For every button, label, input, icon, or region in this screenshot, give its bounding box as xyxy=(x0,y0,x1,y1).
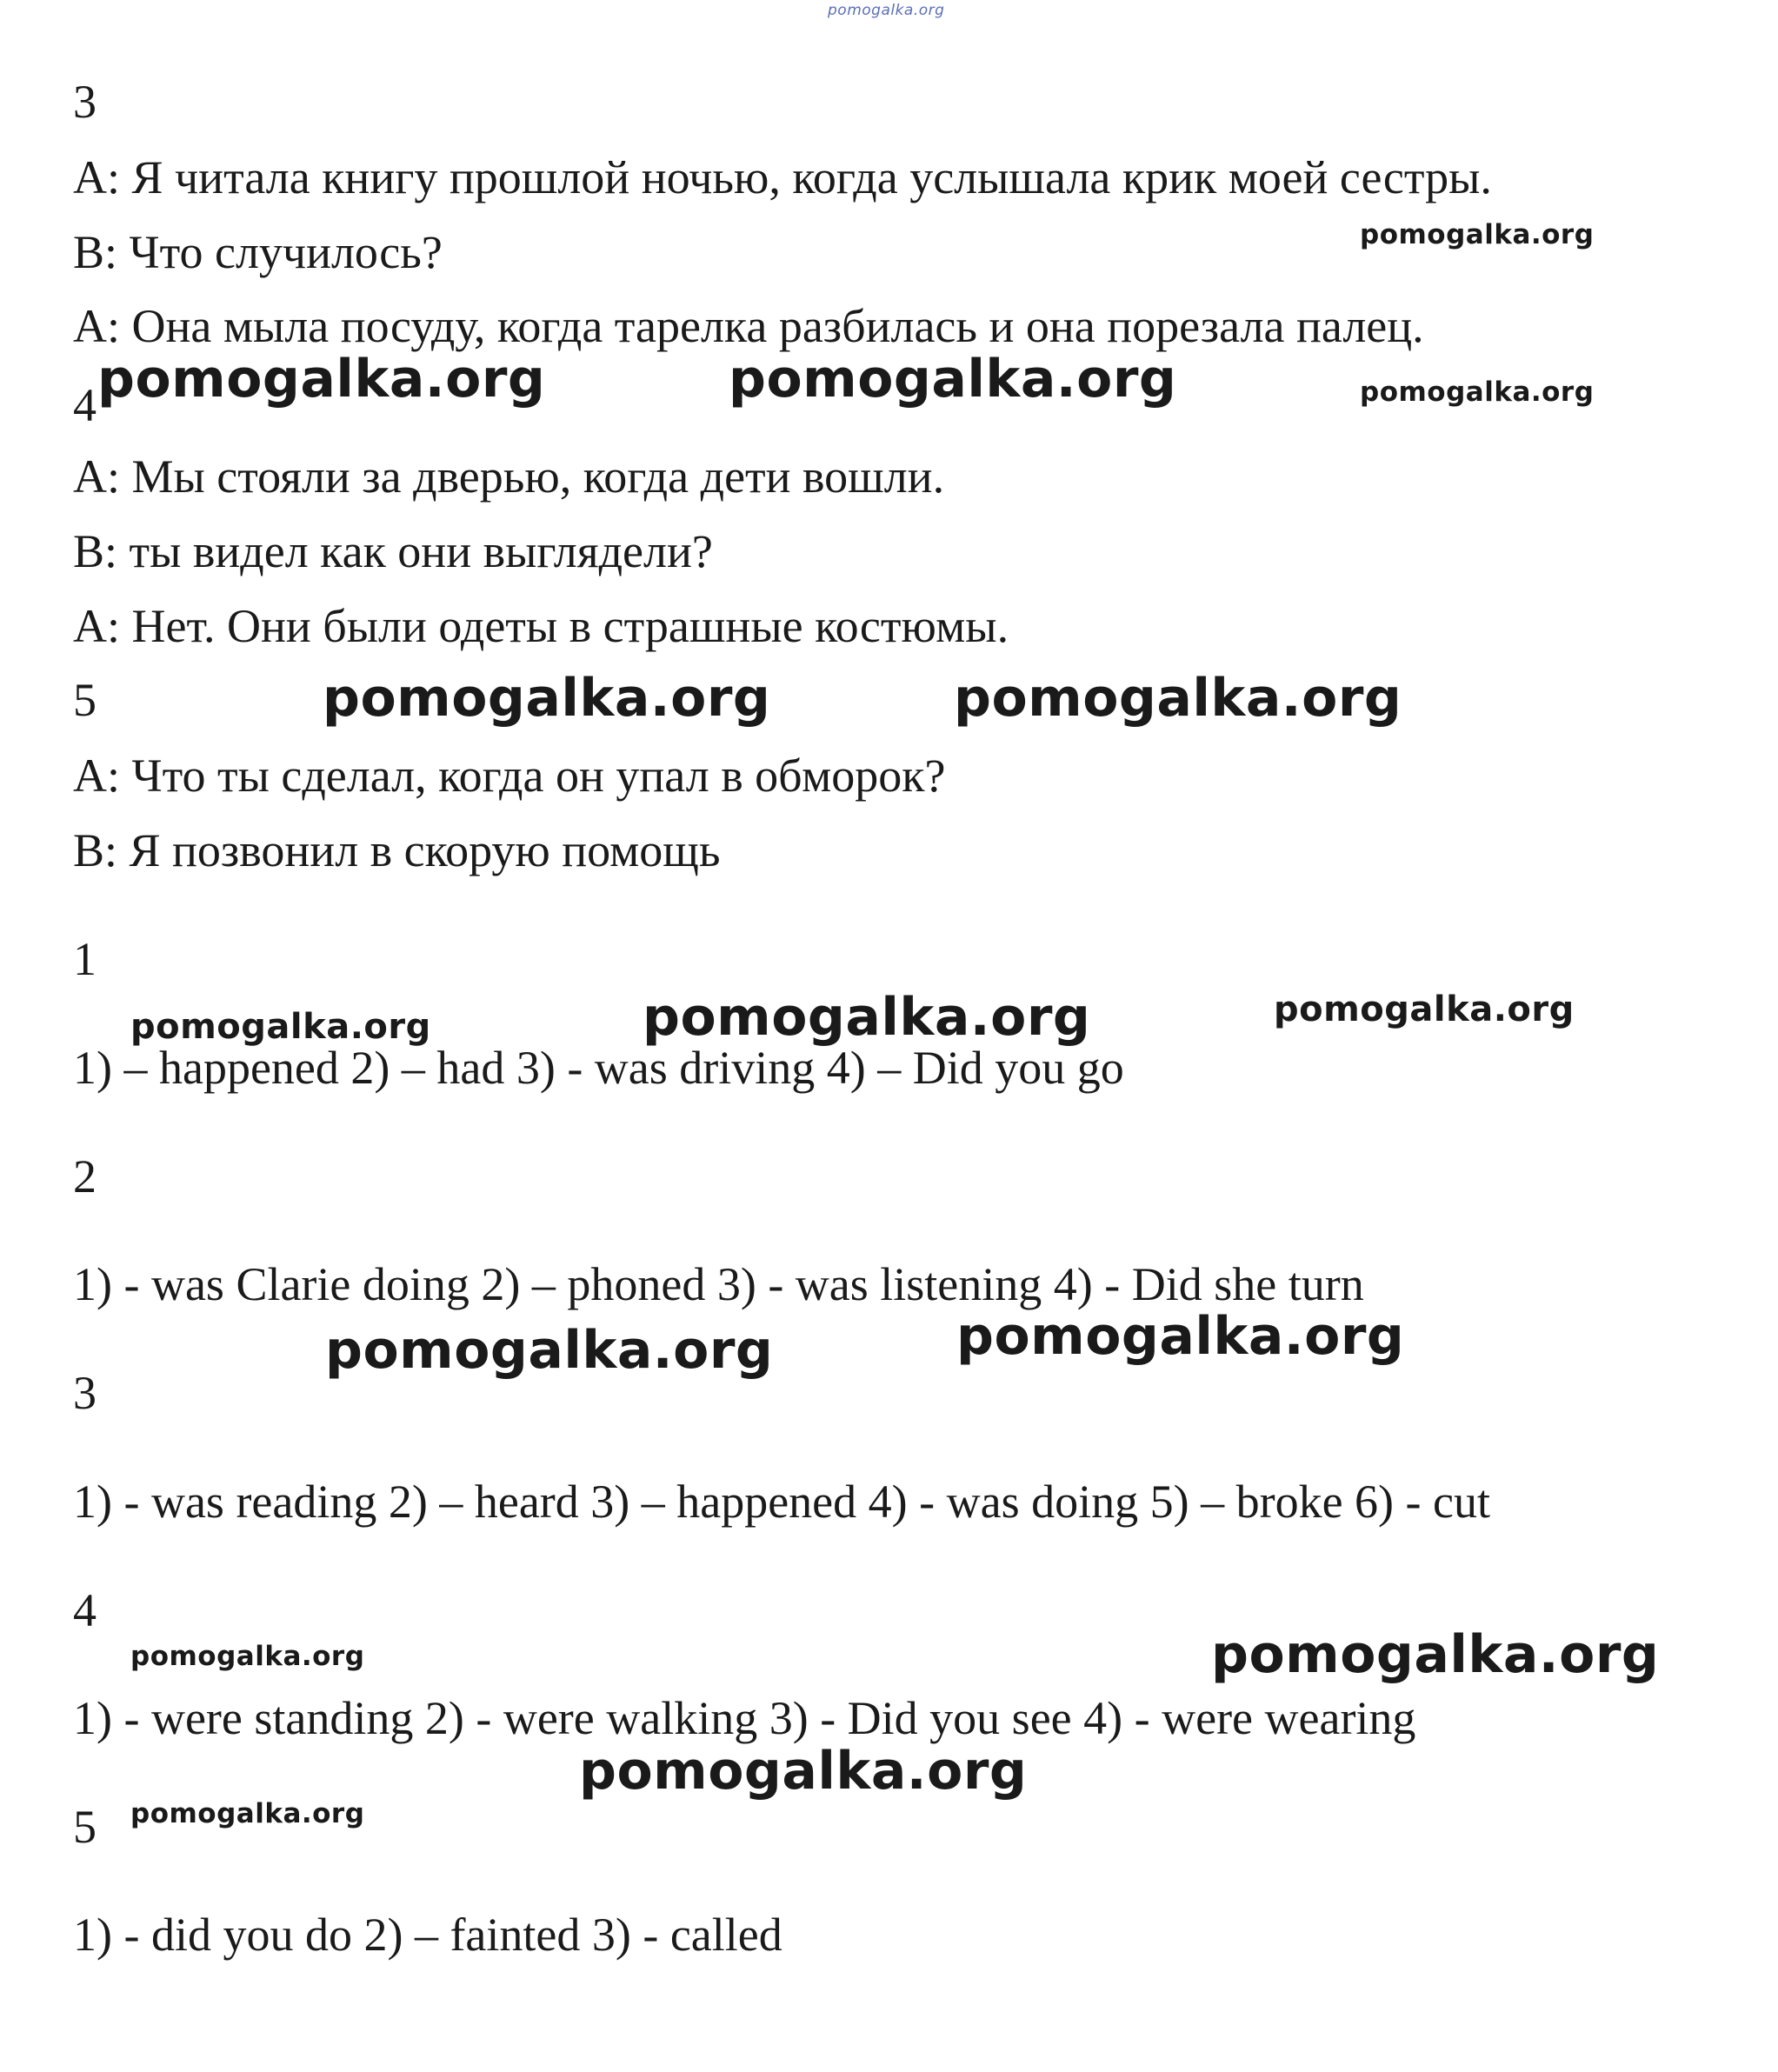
watermark: pomogalka.org xyxy=(954,668,1402,729)
dialogue-line: А: Нет. Они были одеты в страшные костюмы. xyxy=(73,600,1009,652)
watermark: pomogalka.org xyxy=(325,1320,774,1381)
watermark: pomogalka.org xyxy=(1360,219,1595,250)
watermark-top: pomogalka.org xyxy=(828,2,945,19)
answer-line: 1) - was Clarie doing 2) – phoned 3) - was listening 4) - Did she turn xyxy=(73,1258,1364,1310)
dialogue-number: 5 xyxy=(73,674,97,726)
dialogue-line: В: ты видел как они выглядели? xyxy=(73,525,713,577)
watermark: pomogalka.org xyxy=(97,349,546,410)
watermark: pomogalka.org xyxy=(956,1306,1405,1367)
dialogue-line: А: Мы стояли за дверью, когда дети вошли. xyxy=(73,450,945,503)
watermark: pomogalka.org xyxy=(1211,1624,1660,1685)
watermark: pomogalka.org xyxy=(1360,376,1595,408)
watermark: pomogalka.org xyxy=(130,1007,431,1047)
dialogue-number: 4 xyxy=(73,379,97,431)
watermark: pomogalka.org xyxy=(1274,989,1575,1029)
answer-line: 1) - did you do 2) – fainted 3) - called xyxy=(73,1909,782,1961)
watermark: pomogalka.org xyxy=(323,668,771,729)
dialogue-line: А: Я читала книгу прошлой ночью, когда услышала крик моей сестры. xyxy=(73,151,1492,203)
answer-line: 1) – happened 2) – had 3) - was driving 4) – Did you go xyxy=(73,1042,1124,1094)
dialogue-line: В: Я позвонил в скорую помощь xyxy=(73,824,721,876)
answer-line: 1) - were standing 2) - were walking 3) - Did you see 4) - were wearing xyxy=(73,1692,1416,1744)
watermark: pomogalka.org xyxy=(579,1741,1028,1802)
watermark: pomogalka.org xyxy=(130,1798,365,1829)
watermark: pomogalka.org xyxy=(643,987,1091,1048)
watermark: pomogalka.org xyxy=(729,349,1177,410)
answer-number: 3 xyxy=(73,1367,97,1419)
answer-number: 4 xyxy=(73,1584,97,1636)
dialogue-line: А: Она мыла посуду, когда тарелка разбилась и она порезала палец. xyxy=(73,300,1424,352)
answer-number: 1 xyxy=(73,933,97,985)
answer-number: 5 xyxy=(73,1801,97,1853)
dialogue-number: 3 xyxy=(73,76,97,128)
dialogue-line: В: Что случилось? xyxy=(73,226,443,278)
watermark: pomogalka.org xyxy=(130,1641,365,1672)
dialogue-line: А: Что ты сделал, когда он упал в обморок? xyxy=(73,750,946,802)
answer-number: 2 xyxy=(73,1150,97,1203)
answer-line: 1) - was reading 2) – heard 3) – happened 4) - was doing 5) – broke 6) - cut xyxy=(73,1476,1490,1528)
